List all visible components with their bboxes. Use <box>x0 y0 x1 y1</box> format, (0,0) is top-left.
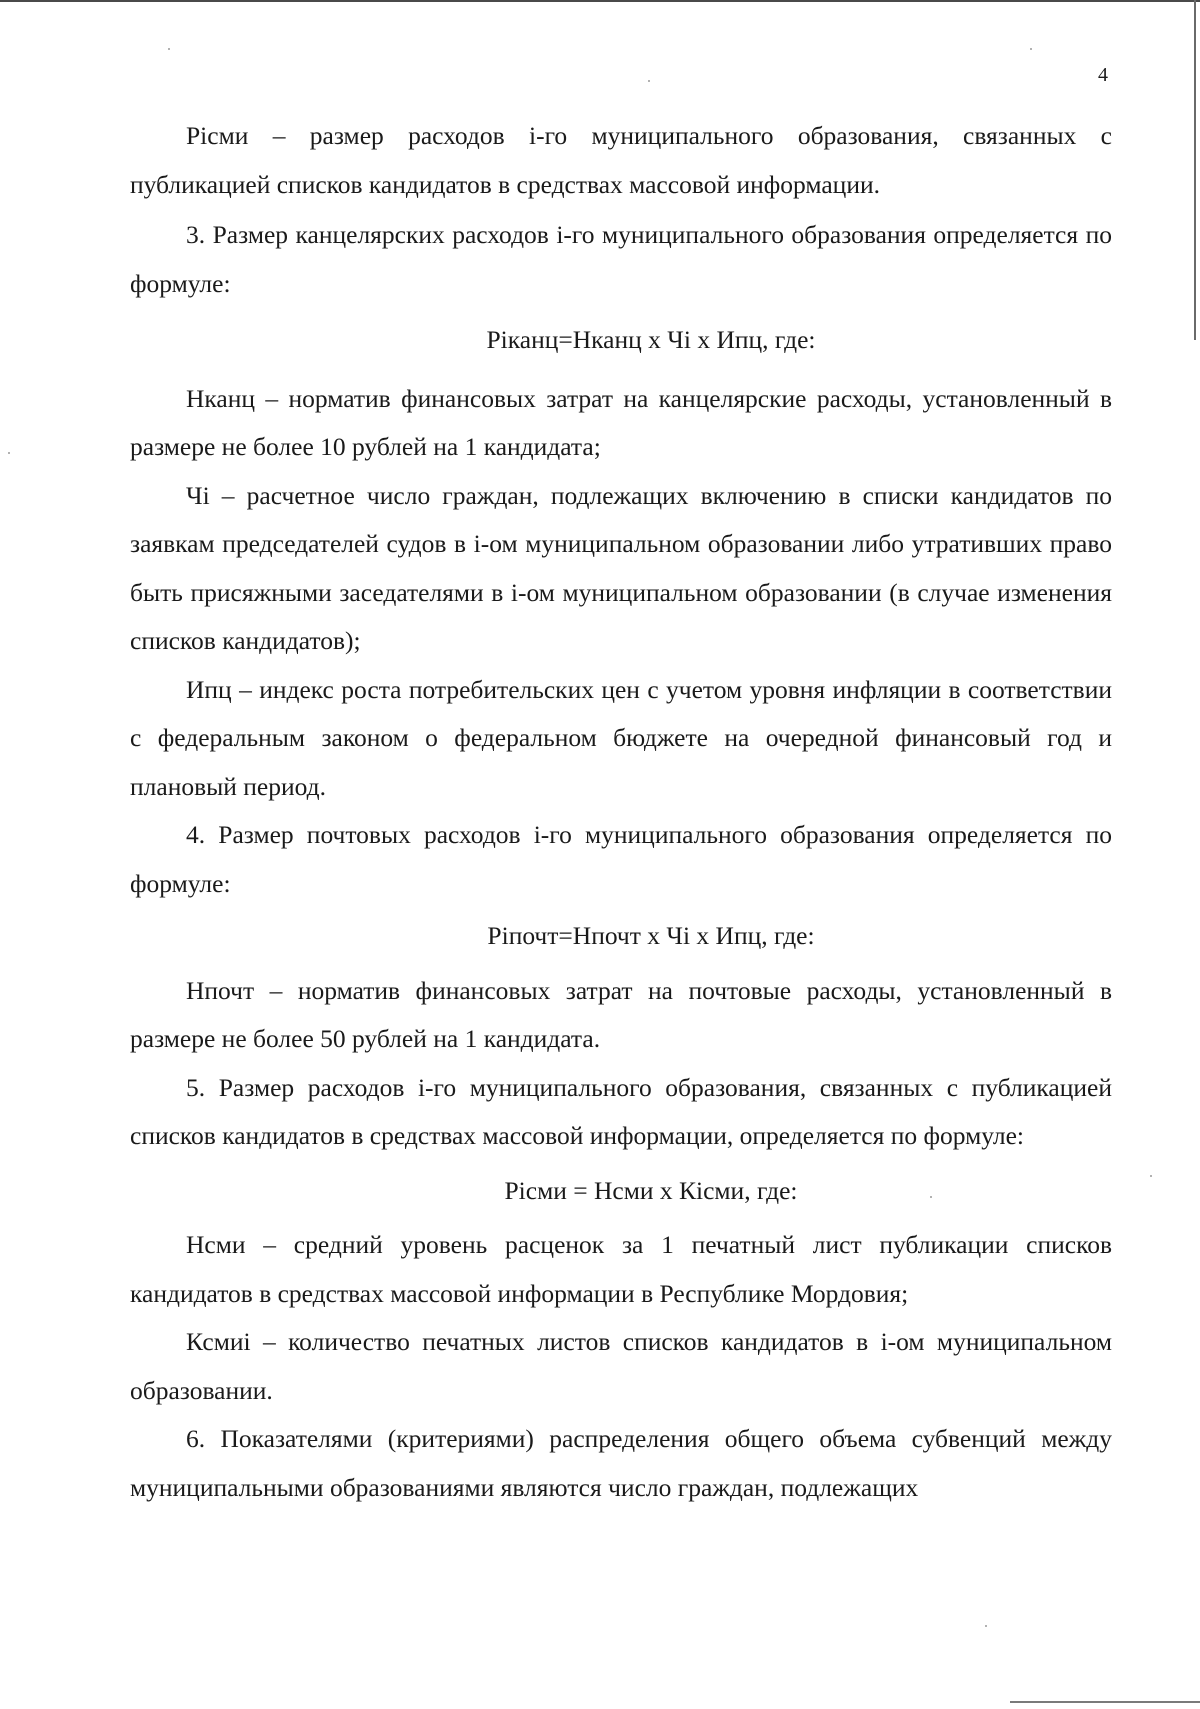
paragraph-npocht-definition: Нпочт – норматив финансовых затрат на почтовые расходы, установленный в размере не более 50 рублей на 1 кандидата. <box>130 975 1112 1053</box>
document-body <box>130 112 1112 1512</box>
scan-speck <box>8 452 10 454</box>
scan-top-border <box>0 0 1200 2</box>
scan-speck <box>1150 1175 1152 1177</box>
paragraph-nsmi-definition: Нсми – средний уровень расценок за 1 печатный лист публикации списков кандидатов в средствах массовой информации в Республике Мордовия; <box>130 1230 1112 1308</box>
formula-office-expenses: Рiканц=Нканц х Чi х Ипц, где: <box>486 325 816 354</box>
paragraph-ipc-definition: Ипц – индекс роста потребительских цен с учетом уровня инфляции в соответствии с федеральным законом о федеральном бюджете на очередной финансовый год и плановый период. <box>130 674 1112 801</box>
scan-right-border <box>1194 0 1196 340</box>
paragraph-nkanc-definition: Нканц – норматив финансовых затрат на канцелярские расходы, установленный в размере не более 10 рублей на 1 кандидата; <box>130 383 1112 461</box>
paragraph-item-4: 4. Размер почтовых расходов i-го муниципального образования определяется по формуле: <box>130 820 1112 898</box>
paragraph-item-3: 3. Размер канцелярских расходов i-го муниципального образования определяется по формуле: <box>130 220 1112 298</box>
page-number: 4 <box>1098 64 1108 86</box>
paragraph-item-6: 6. Показателями (критериями) распределения общего объема субвенций между муниципальными образованиями являются число граждан, подлежащих <box>130 1424 1112 1502</box>
scan-speck <box>168 48 170 50</box>
scan-speck <box>648 80 650 82</box>
paragraph-risms-definition: Рiсми – размер расходов i-го муниципального образования, связанных с публикацией списков кандидатов в средствах массовой информации. <box>130 121 1112 199</box>
formula-postal-expenses: Рiпочт=Нпочт х Чi х Ипц, где: <box>487 921 815 950</box>
scan-speck <box>1030 48 1032 50</box>
scan-bottom-mark <box>1010 1701 1200 1703</box>
scan-speck <box>985 1625 987 1627</box>
paragraph-ksmi-definition: Ксмиi – количество печатных листов списков кандидатов в i-ом муниципальном образовании. <box>130 1327 1112 1405</box>
paragraph-chi-definition: Чi – расчетное число граждан, подлежащих включению в списки кандидатов по заявкам председателей судов в i-ом муниципальном образовании либо утративших право быть присяжными заседателями в i-ом муниципальном образовании (в случае изменения списков кандидатов); <box>130 480 1112 655</box>
paragraph-item-5: 5. Размер расходов i-го муниципального образования, связанных с публикацией списков кандидатов в средствах массовой информации, определяется по формуле: <box>130 1072 1112 1150</box>
formula-media-expenses: Рiсми = Нсми х Кiсми, где: <box>504 1175 798 1205</box>
